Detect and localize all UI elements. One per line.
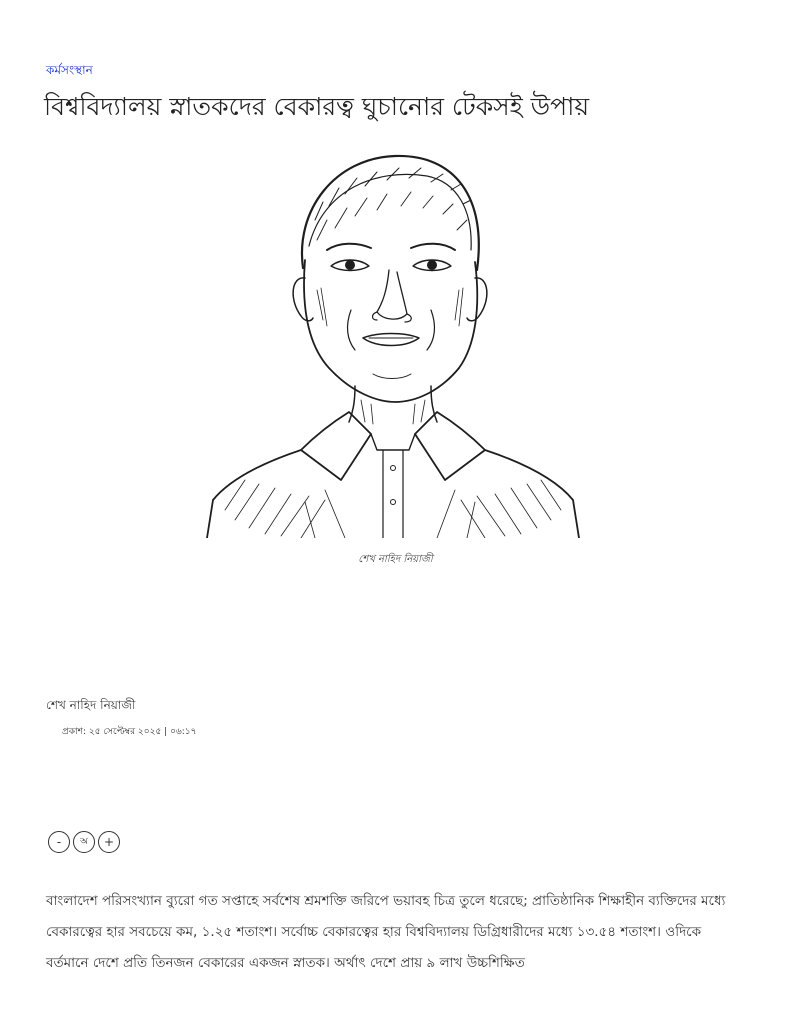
author-portrait-sketch	[205, 150, 581, 538]
article-headline: বিশ্ববিদ্যালয় স্নাতকদের বেকারত্ব ঘুচানোর টেকসই উপায়	[44, 92, 590, 121]
font-size-controls	[48, 831, 120, 853]
article-body-paragraph: বাংলাদেশ পরিসংখ্যান ব্যুরো গত সপ্তাহে সর্বশেষ শ্রমশক্তি জরিপে ভয়াবহ চিত্র তুলে ধরেছে; প্রাতিষ্ঠানিক শিক্ষাহীন ব্যক্তিদের মধ্যে বেকারত্বের হার সবচেয়ে কম, ১.২৫ শতাংশ। সর্বোচ্চ বেকারত্বের হার বিশ্ববিদ্যালয় ডিগ্রিধারীদের মধ্যে ১৩.৫৪ শতাংশ। ওদিকে বর্তমানে দেশে প্রতি তিনজন বেকারের একজন স্নাতক। অর্থাৎ দেশে প্রায় ৯ লাখ উচ্চশিক্ষিত	[46, 893, 726, 971]
increase-font-button[interactable]: +	[98, 831, 120, 853]
publish-date: প্রকাশ: ২৫ সেপ্টেম্বর ২০২৫ | ০৬:১৭	[62, 727, 197, 737]
category-link[interactable]: কর্মসংস্থান	[46, 63, 93, 77]
image-caption: শেখ নাহিদ নিয়াজী	[358, 554, 433, 565]
decrease-font-button[interactable]: -	[48, 831, 70, 853]
author-name[interactable]: শেখ নাহিদ নিয়াজী	[46, 698, 136, 712]
reset-font-button[interactable]: অ	[73, 831, 95, 853]
